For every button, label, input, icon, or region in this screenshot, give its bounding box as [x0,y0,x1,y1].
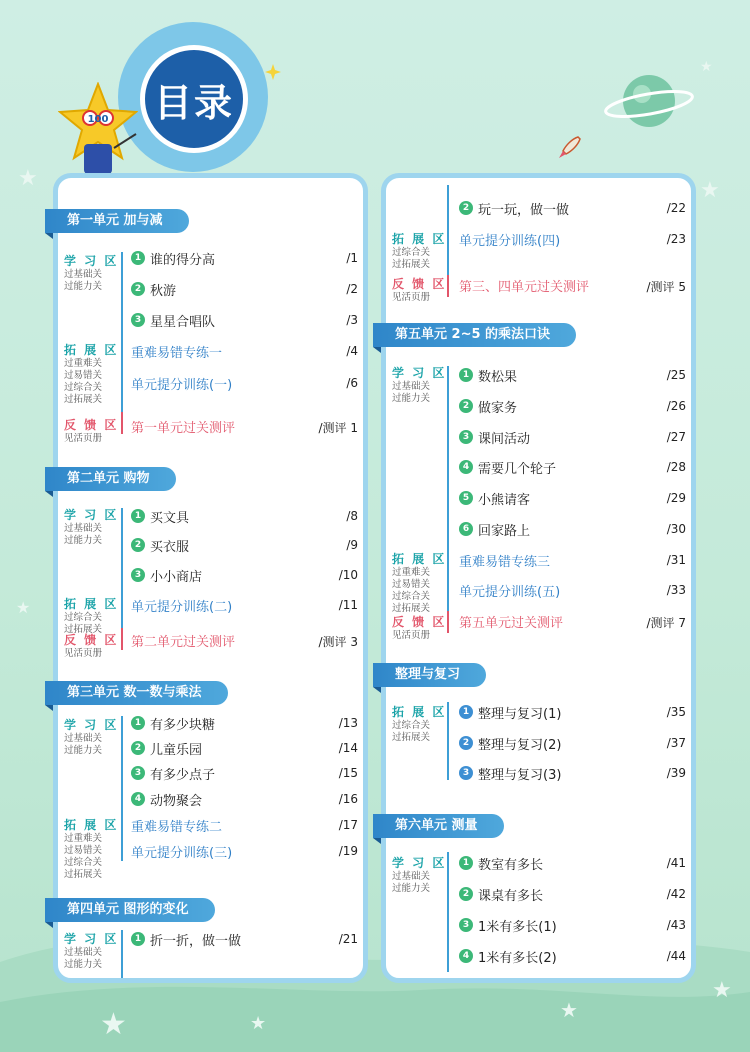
item-page: /4 [346,344,358,358]
toc-item[interactable] [459,580,560,600]
unit4-study-zone: 学 习 区 过基础关 过能力关 [64,932,119,970]
item-page: /测评 1 [318,421,358,435]
item-number-badge: 3 [459,918,473,932]
item-page: /21 [338,932,358,946]
item-page: /29 [666,491,686,505]
item-page: /3 [346,313,358,327]
item-title: 买衣服 [150,539,190,555]
unit6-timeline [447,852,449,972]
item-page: /39 [666,766,686,780]
unit3-header: 第三单元 数一数与乘法 [45,681,228,705]
item-title: 课间活动 [478,431,531,447]
item-number-badge: 4 [459,460,473,474]
decor-star-icon: ★ [16,598,31,617]
toc-item[interactable] [131,248,215,268]
item-title: 单元提分训练(一) [131,377,233,393]
item-page: /测评 7 [646,616,686,630]
item-title: 整理与复习(1) [478,706,562,722]
toc-item[interactable] [459,611,563,631]
decor-star-icon: ★ [712,978,732,1003]
item-page: /27 [666,430,686,444]
item-page: /26 [666,399,686,413]
item-title: 单元提分训练(二) [131,599,233,615]
unit2-timeline [121,508,123,628]
toc-item[interactable] [131,815,222,835]
item-title: 重难易错专练三 [459,554,551,570]
item-page: /8 [346,509,358,523]
item-number-badge: 2 [131,538,145,552]
item-title: 回家路上 [478,523,531,539]
item-number-badge: 4 [131,792,145,806]
item-page: /25 [666,368,686,382]
item-number-badge: 1 [131,509,145,523]
item-page: /28 [666,460,686,474]
toc-item[interactable] [459,365,517,385]
item-title: 重难易错专练二 [131,819,223,835]
item-title: 买文具 [150,510,190,526]
unit1-timeline-red [121,412,123,434]
item-number-badge: 3 [131,568,145,582]
toc-item[interactable] [131,535,189,555]
decor-star-icon: ★ [250,1013,267,1034]
toc-item[interactable] [131,416,235,436]
item-page: /44 [666,949,686,963]
item-title: 需要几个轮子 [478,461,557,477]
item-title: 数松果 [478,369,518,385]
item-number-badge: 3 [459,766,473,780]
unit3-expand-zone: 拓 展 区 过重难关 过易错关 过综合关 过拓展关 [64,818,119,880]
item-page: /35 [666,705,686,719]
item-number-badge: 5 [459,491,473,505]
item-number-badge: 2 [459,399,473,413]
toc-item[interactable] [459,488,530,508]
unit1-expand-zone: 拓 展 区 过重难关 过易错关 过综合关 过拓展关 [64,343,119,405]
item-title: 单元提分训练(五) [459,584,561,600]
unit4-cont-timeline-red [447,275,449,297]
unit3-study-zone: 学 习 区 过基础关 过能力关 [64,718,119,756]
unit2-study-zone: 学 习 区 过基础关 过能力关 [64,508,119,546]
toc-item[interactable] [131,595,232,615]
toc-item[interactable] [459,946,557,966]
item-page: /33 [666,583,686,597]
unit4-header: 第四单元 图形的变化 [45,898,215,922]
toc-item[interactable] [459,702,561,722]
unit1-header: 第一单元 加与减 [45,209,189,233]
item-page: /42 [666,887,686,901]
unit2-timeline-red [121,628,123,650]
item-title: 1米有多长(1) [478,919,557,935]
item-page: /9 [346,538,358,552]
review-header: 整理与复习 [373,663,486,687]
item-number-badge: 2 [131,282,145,296]
item-number-badge: 2 [459,201,473,215]
item-number-badge: 6 [459,522,473,536]
item-number-badge: 1 [131,932,145,946]
unit1-study-zone: 学 习 区 过基础关 过能力关 [64,254,119,292]
item-page: /10 [338,568,358,582]
item-title: 秋游 [150,283,177,299]
item-title: 有多少点子 [150,767,216,783]
toc-item[interactable] [459,915,557,935]
item-title: 谁的得分高 [150,252,216,268]
item-page: /43 [666,918,686,932]
review-timeline [447,702,449,780]
item-title: 星星合唱队 [150,314,216,330]
item-number-badge: 2 [459,736,473,750]
decor-star-icon: ★ [700,178,720,203]
item-number-badge: 2 [131,741,145,755]
item-title: 小小商店 [150,569,203,585]
unit4-expand-zone: 拓 展 区 过综合关 过拓展关 [392,232,447,270]
unit2-expand-zone: 拓 展 区 过综合关 过拓展关 [64,597,119,635]
item-title: 儿童乐园 [150,742,203,758]
item-page: /23 [666,232,686,246]
item-title: 第五单元过关测评 [459,615,564,631]
item-title: 单元提分训练(三) [131,845,233,861]
unit1-timeline [121,252,123,412]
unit4-cont-timeline [447,185,449,275]
item-page: /1 [346,251,358,265]
toc-item[interactable] [131,373,232,393]
sparkle-icon [265,64,281,80]
toc-item[interactable] [131,789,202,809]
unit4-timeline [121,930,123,978]
planet-icon [604,66,694,136]
unit5-expand-zone: 拓 展 区 过重难关 过易错关 过综合关 过拓展关 [392,552,447,614]
item-number-badge: 1 [459,368,473,382]
page-title: 目录 [140,45,248,153]
item-page: /14 [338,741,358,755]
item-title: 教室有多长 [478,857,544,873]
unit5-timeline-red [447,611,449,633]
toc-item[interactable] [459,853,543,873]
toc-item[interactable] [459,229,560,249]
toc-item[interactable] [131,738,202,758]
item-page: /16 [338,792,358,806]
item-page: /30 [666,522,686,536]
unit6-header: 第六单元 测量 [373,814,504,838]
decor-star-icon: ★ [560,998,578,1022]
mascot-badge: 100 [87,114,109,125]
toc-item[interactable] [459,763,561,783]
item-title: 有多少块糖 [150,717,216,733]
toc-item[interactable] [459,198,569,218]
item-title: 小熊请客 [478,492,531,508]
item-page: /37 [666,736,686,750]
toc-item[interactable] [459,427,530,447]
item-title: 玩一玩，做一做 [478,202,570,218]
item-page: /测评 5 [646,280,686,294]
toc-item[interactable] [131,341,222,361]
item-number-badge: 4 [459,949,473,963]
review-expand-zone: 拓 展 区 过综合关 过拓展关 [392,705,447,743]
toc-item[interactable] [131,713,215,733]
item-title: 1米有多长(2) [478,950,557,966]
toc-item[interactable] [459,550,550,570]
item-page: /22 [666,201,686,215]
toc-item[interactable] [131,506,189,526]
item-page: /17 [338,818,358,832]
decor-star-icon: ★ [700,59,713,75]
item-number-badge: 3 [131,766,145,780]
item-title: 重难易错专练一 [131,345,223,361]
toc-item[interactable] [131,841,232,861]
unit2-feedback-zone: 反 馈 区 见活页册 [64,633,119,659]
decor-star-icon: ★ [18,166,38,191]
item-number-badge: 1 [131,251,145,265]
item-page: /15 [338,766,358,780]
toc-item[interactable] [131,929,241,949]
unit5-timeline [447,366,449,611]
item-number-badge: 1 [459,856,473,870]
toc-item[interactable] [131,279,176,299]
item-title: 单元提分训练(四) [459,233,561,249]
unit5-study-zone: 学 习 区 过基础关 过能力关 [392,366,447,404]
item-number-badge: 1 [131,716,145,730]
item-page: /13 [338,716,358,730]
unit5-feedback-zone: 反 馈 区 见活页册 [392,615,447,641]
item-number-badge: 1 [459,705,473,719]
toc-item[interactable] [131,310,215,330]
toc-item[interactable] [459,733,561,753]
item-page: /6 [346,376,358,390]
item-page: /测评 3 [318,635,358,649]
toc-item[interactable] [459,275,589,295]
item-title: 整理与复习(3) [478,767,562,783]
unit6-study-zone: 学 习 区 过基础关 过能力关 [392,856,447,894]
item-number-badge: 3 [459,430,473,444]
rocket-icon [554,133,584,163]
item-title: 整理与复习(2) [478,737,562,753]
toc-item[interactable] [131,763,215,783]
item-page: /41 [666,856,686,870]
item-title: 课桌有多长 [478,888,544,904]
item-page: /19 [338,844,358,858]
decor-star-icon: ★ [100,1007,127,1042]
toc-item[interactable] [131,630,235,650]
item-title: 动物聚会 [150,793,203,809]
item-page: /11 [338,598,358,612]
item-title: 第二单元过关测评 [131,634,236,650]
toc-item[interactable] [459,457,556,477]
toc-item[interactable] [459,884,543,904]
toc-item[interactable] [459,396,517,416]
item-number-badge: 3 [131,313,145,327]
item-title: 第一单元过关测评 [131,420,236,436]
item-title: 第三、四单元过关测评 [459,279,590,295]
toc-item[interactable] [459,519,530,539]
item-title: 折一折，做一做 [150,933,242,949]
toc-item[interactable] [131,565,202,585]
item-title: 做家务 [478,400,518,416]
item-page: /31 [666,553,686,567]
unit4-feedback-zone: 反 馈 区 见活页册 [392,277,447,303]
item-page: /2 [346,282,358,296]
item-number-badge: 2 [459,887,473,901]
unit5-header: 第五单元 2~5 的乘法口诀 [373,323,576,347]
unit1-feedback-zone: 反 馈 区 见活页册 [64,418,119,444]
unit3-timeline [121,716,123,861]
unit2-header: 第二单元 购物 [45,467,176,491]
